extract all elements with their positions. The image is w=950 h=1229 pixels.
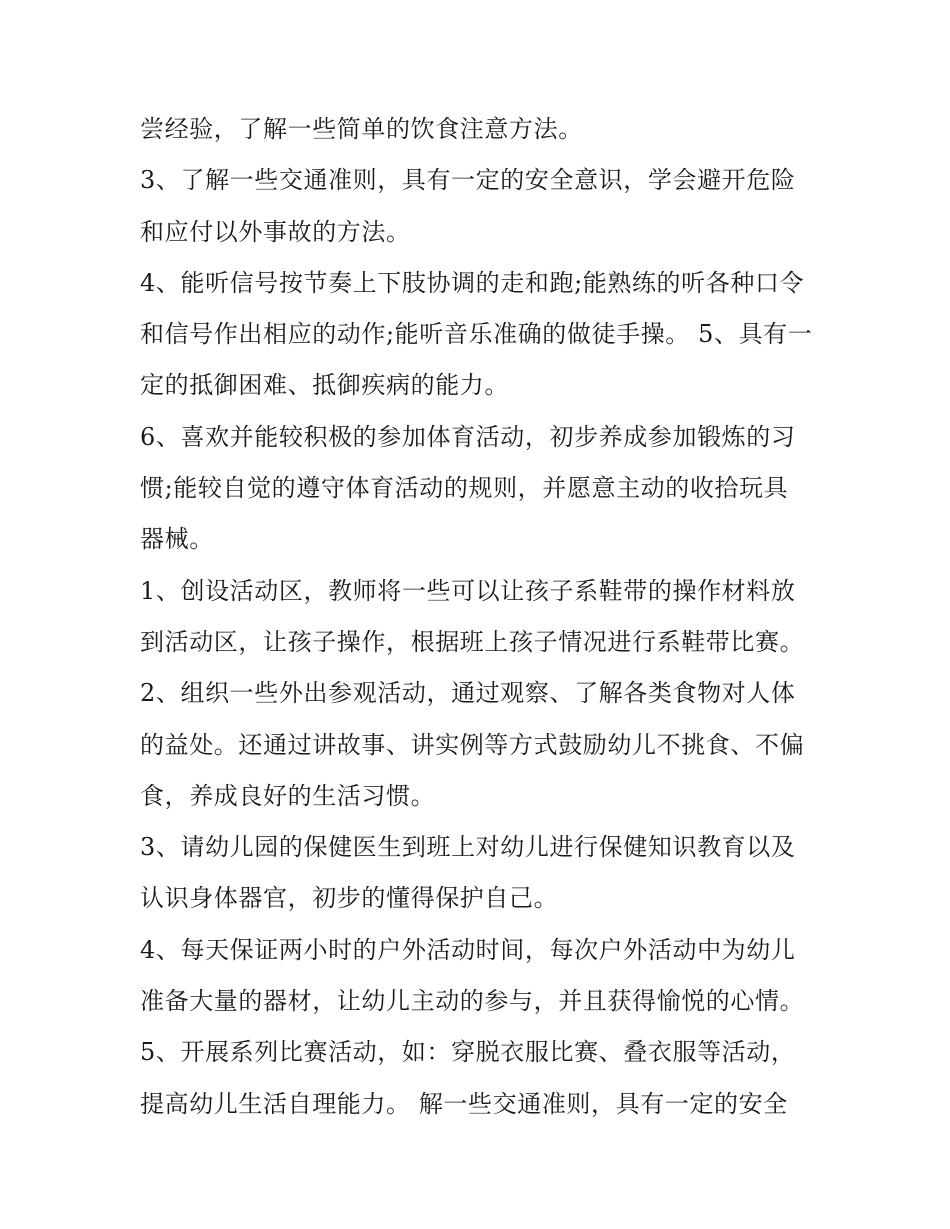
- text-line: 2、组织一些外出参观活动，通过观察、了解各类食物对人体: [140, 679, 796, 708]
- text-line: 器械。: [140, 525, 214, 554]
- text-line: 和信号作出相应的动作;能听音乐准确的做徒手操。 5、具有一: [140, 320, 813, 349]
- text-line: 食，养成良好的生活习惯。: [140, 781, 436, 810]
- text-line: 准备大量的器材，让幼儿主动的参与，并且获得愉悦的心情。: [140, 987, 805, 1016]
- text-line: 3、了解一些交通准则，具有一定的安全意识，学会避开危险: [140, 166, 796, 195]
- text-line: 定的抵御困难、抵御疾病的能力。: [140, 371, 509, 400]
- text-line: 尝经验，了解一些简单的饮食注意方法。: [140, 115, 583, 143]
- text-line: 和应付以外事故的方法。: [140, 217, 411, 246]
- text-line: 惯;能较自觉的遵守体育活动的规则，并愿意主动的收拾玩具: [140, 474, 789, 503]
- text-line: 的益处。还通过讲故事、讲实例等方式鼓励幼儿不挑食、不偏: [140, 730, 805, 759]
- document-body: [140, 104, 820, 1130]
- text-line: 认识身体器官，初步的懂得保护自己。: [140, 884, 559, 913]
- text-line: 到活动区，让孩子操作，根据班上孩子情况进行系鞋带比赛。: [140, 627, 805, 656]
- text-line: 4、能听信号按节奏上下肢协调的走和跑;能熟练的听各种口令: [140, 268, 805, 297]
- text-line: 6、喜欢并能较积极的参加体育活动，初步养成参加锻炼的习: [140, 422, 796, 451]
- text-line: 4、每天保证两小时的户外活动时间，每次户外活动中为幼儿: [140, 935, 796, 964]
- text-line: 提高幼儿生活自理能力。 解一些交通准则，具有一定的安全: [140, 1089, 788, 1118]
- text-line: 3、请幼儿园的保健医生到班上对幼儿进行保健知识教育以及: [140, 833, 796, 862]
- text-line: 1、创设活动区，教师将一些可以让孩子系鞋带的操作材料放: [140, 576, 796, 605]
- text-line: 5、开展系列比赛活动，如：穿脱衣服比赛、叠衣服等活动，: [140, 1038, 796, 1067]
